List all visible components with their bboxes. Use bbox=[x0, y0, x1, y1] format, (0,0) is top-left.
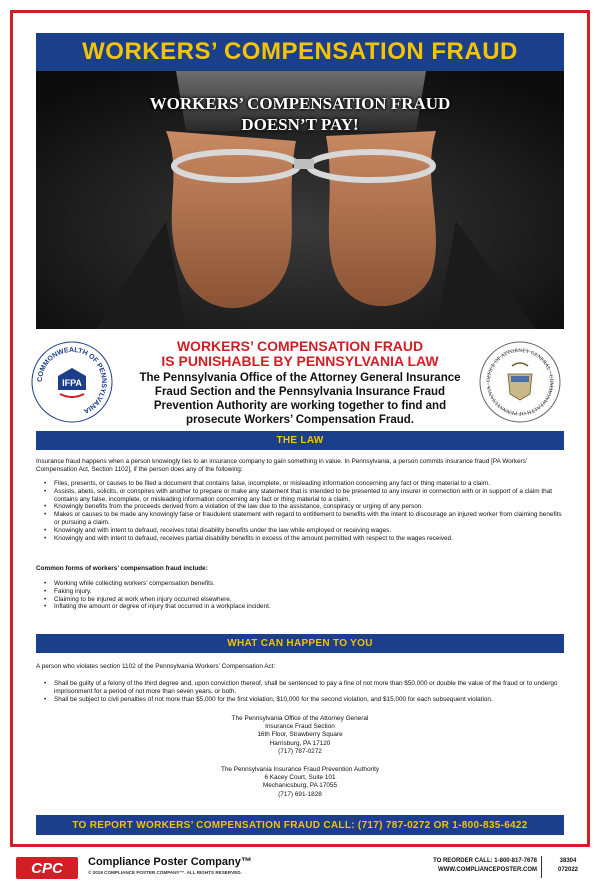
law-list bbox=[36, 480, 564, 542]
cpc-logo-icon bbox=[14, 855, 80, 881]
address-line: Insurance Fraud Section bbox=[265, 723, 335, 731]
list-item: • Working while collecting workers’ compensation benefits. bbox=[54, 580, 564, 588]
product-code: 38304 bbox=[559, 858, 577, 864]
penalties-list bbox=[36, 680, 564, 703]
ag-seal-ring-text: OFFICE OF ATTORNEY GENERAL · COMMONWEALTH OF PENNSYLVANIA bbox=[485, 347, 555, 417]
ifpa-seal-abbr: IFPA bbox=[62, 378, 82, 388]
address-line: Harrisburg, PA 17120 bbox=[269, 739, 331, 747]
list-item: • Files, presents, or causes to be filed a document that contains false, incomplete, or misleading information concerning any fact or thing material to a claim. bbox=[54, 480, 564, 488]
reorder-info bbox=[385, 857, 537, 874]
ifpa-seal bbox=[30, 340, 114, 424]
photo-caption bbox=[36, 93, 564, 135]
law-heading: THE LAW bbox=[276, 435, 324, 446]
list-item: • Knowingly benefits from the proceeds derived from a violation of the law due to the assistance, conspiracy or urging of any person. bbox=[54, 503, 564, 511]
address-line: 16th Floor, Strawberry Square bbox=[257, 731, 343, 739]
list-item: • Shall be guilty of a felony of the third degree and, upon conviction thereof, shall be sentenced to pay a fine of not more than $50,000 or double the value of the fraud or to undergo imprisonment for a period of not more than seven years, or both. bbox=[54, 680, 564, 696]
copyright: © 2019 COMPLIANCE POSTER COMPANY™. ALL RIGHTS RESERVED. bbox=[88, 870, 242, 875]
company-name: Compliance Poster Company™ bbox=[88, 856, 252, 868]
poster-codes bbox=[546, 857, 590, 874]
poster-title: WORKERS’ COMPENSATION FRAUD bbox=[82, 38, 518, 65]
address-line: The Pennsylvania Office of the Attorney General bbox=[231, 715, 369, 722]
address-line: (717) 691-1828 bbox=[278, 790, 322, 798]
penalties-section-bar bbox=[36, 634, 564, 653]
ifpa-seal-ring-text: COMMONWEALTH OF PENNSYLVANIA bbox=[36, 346, 108, 415]
common-forms-heading: Common forms of workers’ compensation fraud include: bbox=[36, 565, 208, 572]
footer bbox=[0, 852, 600, 889]
penalties-intro: A person who violates section 1102 of the Pennsylvania Workers’ Compensation Act: bbox=[36, 663, 276, 670]
penalties-heading: WHAT CAN HAPPEN TO YOU bbox=[227, 638, 373, 649]
law-section-bar bbox=[36, 431, 564, 450]
attorney-general-address bbox=[150, 715, 450, 756]
report-fraud-bar bbox=[36, 815, 564, 835]
list-item: • Knowingly and with intent to defraud, receives partial disability benefits in excess of the amount permitted with respect to the wages received. bbox=[54, 535, 564, 543]
list-item: • Shall be subject to civil penalties of not more than $5,000 for the first violation, $10,000 for the second violation, and $15,000 for each subsequent violation. bbox=[54, 696, 564, 704]
law-intro: Insurance fraud happens when a person knowingly lies to an insurance company to gain something in value. In Pennsylvania, a person commits insurance fraud [PA Workers’ Compensation Act, Section 1102], if the person does any of the following: bbox=[36, 458, 528, 473]
reorder-phone: TO REORDER CALL: 1-800-817-7678 bbox=[433, 858, 537, 864]
list-item: • Assists, abets, solicits, or conspires with another to prepare or make any statement that is intended to be presented to any insurer in connection with or in support of a claim that contains any false, incomplete, or misleading information concerning any fact or thing material to a claim. bbox=[54, 488, 564, 504]
common-forms-list bbox=[36, 580, 564, 611]
title-banner bbox=[36, 33, 564, 71]
list-item: • Knowingly and with intent to defraud, receives total disability benefits under the law while employed or receiving wages. bbox=[54, 527, 564, 535]
list-item: • Inflating the amount or degree of injury that occurred in a workplace incident. bbox=[54, 603, 564, 611]
footer-divider bbox=[541, 856, 542, 878]
cpc-logo-text: CPC bbox=[31, 860, 63, 877]
report-fraud-text: TO REPORT WORKERS’ COMPENSATION FRAUD CALL: (717) 787-0272 OR 1-800-835-6422 bbox=[72, 819, 528, 831]
website: WWW.COMPLIANCEPOSTER.COM bbox=[438, 866, 537, 873]
headline-line2: IS PUNISHABLE BY PENNSYLVANIA LAW bbox=[161, 353, 439, 369]
headline-body: The Pennsylvania Office of the Attorney General Insurance Fraud Section and the Pennsylvania Insurance Fraud Prevention Authority are working together to find and prosecute Workers’ Compensation Fraud. bbox=[139, 372, 461, 426]
headline-line1: WORKERS’ COMPENSATION FRAUD bbox=[176, 338, 424, 354]
revision-code: 072022 bbox=[557, 866, 579, 873]
address-line: The Pennsylvania Insurance Fraud Prevention Authority bbox=[220, 766, 380, 773]
address-line: 6 Kacey Court, Suite 101 bbox=[264, 774, 336, 782]
list-item: • Makes or causes to be made any knowingly false or fraudulent statement with regard to entitlement to benefits with the intent to discourage an injured worker from claiming benefits or pursuing a claim. bbox=[54, 511, 564, 527]
address-line: Mechanicsburg, PA 17055 bbox=[262, 782, 338, 790]
address-line: (717) 787-0272 bbox=[278, 747, 322, 755]
attorney-general-seal bbox=[478, 340, 562, 424]
ifpa-address bbox=[150, 766, 450, 799]
photo-caption-line2: DOESN’T PAY! bbox=[241, 115, 359, 134]
headline-block bbox=[130, 339, 470, 427]
photo-caption-line1: WORKERS’ COMPENSATION FRAUD bbox=[149, 94, 451, 113]
list-item: • Faking injury. bbox=[54, 588, 564, 596]
list-item: • Claiming to be injured at work when injury occurred elsewhere. bbox=[54, 596, 564, 604]
handcuffs-photo bbox=[36, 71, 564, 329]
